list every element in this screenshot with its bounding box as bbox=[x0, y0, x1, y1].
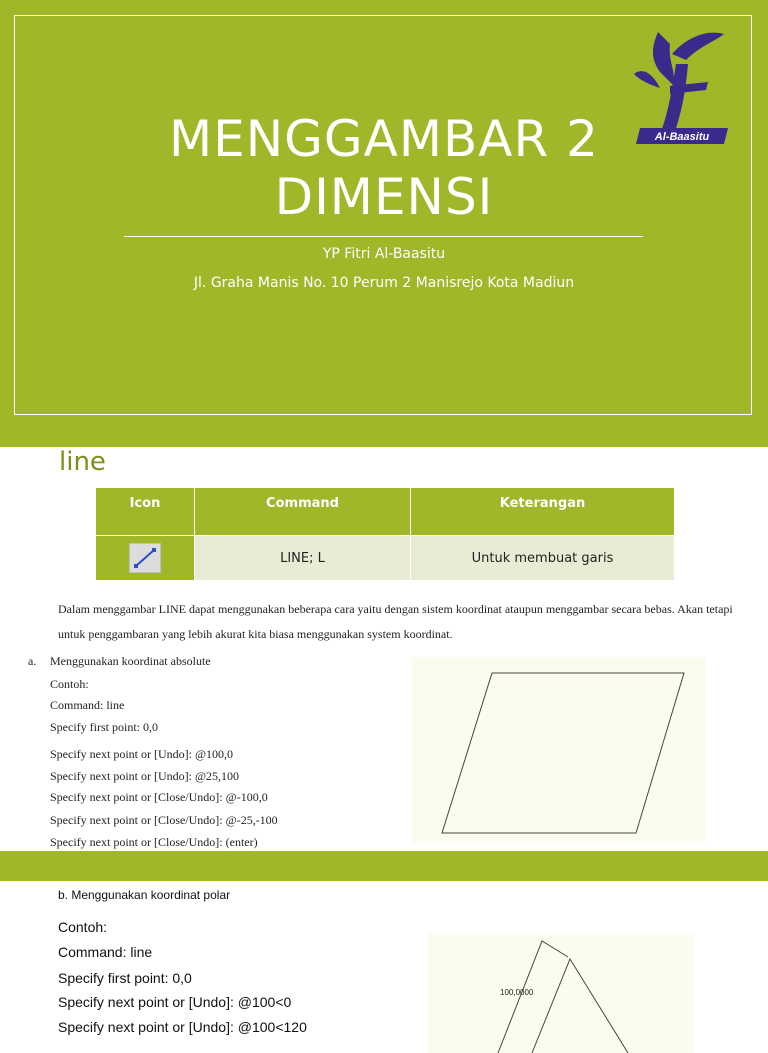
organization-name: YP Fitri Al-Baasitu bbox=[322, 246, 446, 262]
command-value: LINE; L bbox=[195, 536, 411, 581]
section-b-title: b. Menggunakan koordinat polar bbox=[58, 888, 231, 902]
section-a-marker: a. bbox=[28, 654, 37, 668]
header-command: Command bbox=[195, 488, 411, 536]
title-line-1: MENGGAMBAR 2 bbox=[169, 110, 599, 168]
example-line: Specify first point: 0,0 bbox=[50, 720, 158, 734]
polar-line: Contoh: bbox=[58, 919, 108, 935]
slide-heading: line bbox=[59, 447, 106, 477]
example-line: Specify next point or [Undo]: @100,0 bbox=[50, 747, 234, 761]
polar-triangle-diagram bbox=[428, 933, 694, 1053]
dimension-label: 100,0000 bbox=[500, 988, 534, 997]
icon-cell bbox=[96, 536, 195, 581]
example-line: Contoh: bbox=[50, 677, 89, 691]
example-line: Command: line bbox=[50, 698, 125, 712]
polar-line: Specify first point: 0,0 bbox=[58, 970, 192, 986]
polar-line: Command: line bbox=[58, 944, 153, 960]
polar-line: Specify next point or [Undo]: @100<0 bbox=[58, 994, 292, 1010]
intro-paragraph: Dalam menggambar LINE dapat menggunakan beberapa cara yaitu dengan sistem koordinat ataupun menggambar secara bebas. Akan tetapi untuk penggambaran yang lebih akurat kita biasa menggunakan system koordinat. bbox=[58, 602, 733, 641]
line-tool-icon bbox=[129, 543, 161, 573]
example-line: Specify next point or [Undo]: @25,100 bbox=[50, 769, 240, 783]
title-divider bbox=[124, 236, 643, 237]
organization-address: Jl. Graha Manis No. 10 Perum 2 Manisrejo Kota Madiun bbox=[193, 275, 575, 291]
description-value: Untuk membuat garis bbox=[411, 536, 675, 581]
example-line: Specify next point or [Close/Undo]: @-100,0 bbox=[50, 790, 268, 804]
line-slide bbox=[14, 447, 752, 851]
logo-text: Al-Baasitu bbox=[654, 131, 710, 143]
header-icon: Icon bbox=[96, 488, 195, 536]
example-line: Specify next point or [Close/Undo]: (enter) bbox=[50, 835, 258, 849]
polar-slide bbox=[14, 881, 752, 1035]
slide-gap bbox=[0, 430, 768, 447]
polar-line: Specify next point or [Undo]: @100<120 bbox=[58, 1019, 307, 1035]
title-slide bbox=[0, 0, 768, 430]
section-a-title: Menggunakan koordinat absolute bbox=[50, 654, 211, 668]
example-line: Specify next point or [Close/Undo]: @-25,-100 bbox=[50, 813, 278, 827]
title-line-2: DIMENSI bbox=[274, 168, 494, 226]
header-keterangan: Keterangan bbox=[411, 488, 675, 536]
slide-gap bbox=[0, 851, 768, 881]
command-table bbox=[95, 487, 675, 581]
parallelogram-diagram bbox=[412, 657, 706, 843]
slide-title bbox=[100, 110, 668, 226]
